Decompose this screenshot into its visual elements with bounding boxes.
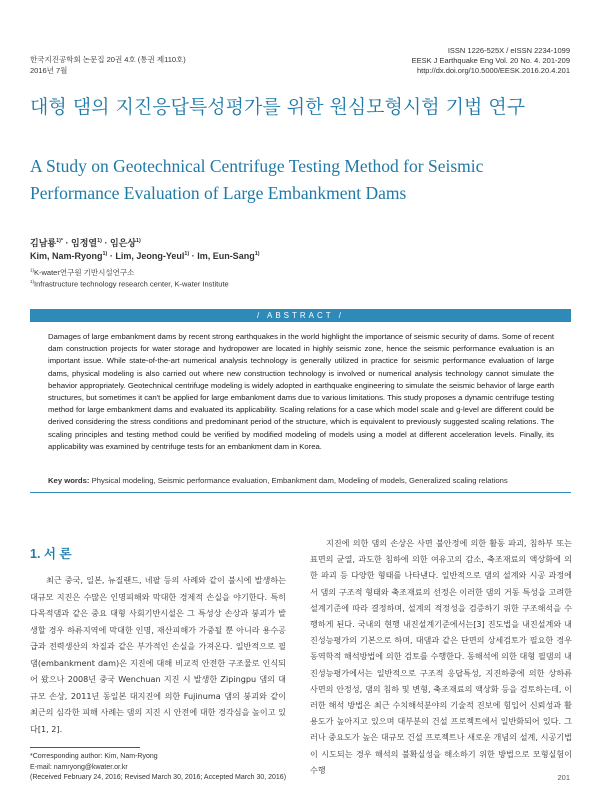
author-separator: · bbox=[104, 238, 108, 248]
author-3-en-sup: 1) bbox=[254, 251, 260, 257]
affiliation-ko-text: K-water연구원 기반시설연구소 bbox=[34, 268, 135, 277]
email[interactable]: E-mail: namryong@kwater.or.kr bbox=[30, 763, 128, 771]
abstract-divider bbox=[30, 492, 571, 493]
right-column-paragraph: 지진에 의한 댐의 손상은 사면 불안정에 의한 활동 파괴, 침하부 또는 표면의 균열, 과도한 침하에 의한 여유고의 감소, 축조재료의 액상화에 의한 파괴 등 다양한 형태를 나타낸다. 일반적으로 댐의 설계와 시공 과정에서 댐의 구조적 형태와 축조재료의 선정은 이러한 댐의 거동 특성을 고려한 설계기준에 따라 결정하며, 설계의 적정성을 검증하기 위한 구조해석을 수행하게 된다. 국내의 현행 내진설계기준에서는[3] 진도법을 내진설계와 내진성능평가의 기본으로 하며, 대댐과 같은 단면의 상세검토가 필요한 경우 동역학적 해석방법에 의한 검토를 수행한다. 동해석에 의한 대형 필댐의 내진성능평가에서는 일반적으로 구조적 응답특성, 지진하중에 의한 상하류 사면의 안정성, 댐의 침하 및 변형, 축조재료의 액상화 등을 검토하는데, 이러한 해석 방법은 최근 수치해석분야의 기술적 진보에 힘입어 신뢰성과 활용도가 높아지고 있으며 대부분의 건설 프로젝트에서 일반화되어 있다. 그러나 중요도가 높은 대규모 건설 프로젝트나 새로운 개념의 설계, 시공기법이 시도되는 경우 해석의 불확실성을 해소하기 위한 방법으로 모형실험이 수행 bbox=[310, 538, 572, 775]
author-1-en-sup: 1) bbox=[102, 251, 108, 257]
affiliation-en-text: Infrastructure technology research center, K-water Institute bbox=[34, 279, 229, 289]
affiliation-korean bbox=[30, 267, 134, 278]
author-3-en: Im, Eun-Sang bbox=[197, 251, 255, 261]
journal-header-left bbox=[30, 54, 186, 76]
author-3-ko-sup: 1) bbox=[136, 238, 141, 244]
journal-name-en: EESK J Earthquake Eng Vol. 20 No. 4. 201-209 bbox=[411, 56, 570, 65]
affiliation-ko-sup: 1) bbox=[30, 267, 35, 273]
keywords-list: Physical modeling, Seismic performance evaluation, Embankment dam, Modeling of models, Generalized scaling relations bbox=[91, 476, 508, 485]
doi-link[interactable]: http://dx.doi.org/10.5000/EESK.2016.20.4.201 bbox=[416, 66, 570, 75]
author-3-ko: 임은상 bbox=[109, 238, 137, 248]
author-separator: · bbox=[191, 251, 195, 261]
abstract-heading-bar: / ABSTRACT / bbox=[30, 309, 571, 322]
footnote-divider bbox=[30, 747, 140, 748]
corresponding-author bbox=[30, 752, 286, 763]
author-2-ko-sup: 1) bbox=[97, 238, 102, 244]
keywords bbox=[48, 475, 554, 486]
title-english: A Study on Geotechnical Centrifuge Testing Method for Seismic Performance Evaluation of Large Embankment Dams bbox=[30, 156, 484, 203]
affiliation-english bbox=[30, 279, 229, 289]
footnote bbox=[30, 752, 286, 784]
author-1-ko-sup: 1)* bbox=[56, 238, 63, 244]
author-2-ko: 임정열 bbox=[71, 238, 98, 248]
journal-header-right bbox=[412, 46, 570, 76]
author-separator: · bbox=[65, 238, 69, 248]
authors-english bbox=[30, 251, 260, 261]
author-1-en: Kim, Nam-Ryong bbox=[30, 251, 103, 261]
authors-korean bbox=[30, 236, 141, 249]
section-1-paragraph: 최근 중국, 일본, 뉴질랜드, 네팔 등의 사례와 같이 불시에 발생하는 대규모 지진은 수많은 인명피해와 막대한 경제적 손실을 야기한다. 특히 다목적댐과 같은 중요 대형 사회기반시설은 그 특성상 손상과 붕괴가 발생할 경우 하류지역에 막대한 인명, 재산피해가 가중될 뿐 아니라 용수공급과 전력생산의 차질과 같은 부가적인 손실을 가져온다. 일반적으로 필댐(embankment dam)은 지진에 대해 비교적 안전한 구조물로 인식되어 왔으나 2008년 중국 Wenchuan 지진 시 발생한 Zipingpu 댐의 대규모 손상, 2011년 동일본 대지진에 의한 Fujinuma 댐의 붕괴와 같이 최근의 심각한 피해 사례는 댐의 지진 시 안전에 대한 경각심을 높이고 있다[1, 2]. bbox=[30, 575, 286, 734]
author-2-en: Lim, Jeong-Yeul bbox=[115, 251, 185, 261]
author-1-ko: 김남룡 bbox=[30, 238, 57, 248]
title-korean: 대형 댐의 지진응답특성평가를 위한 원심모형시험 기법 연구 bbox=[30, 96, 526, 118]
issn: ISSN 1226-525X / eISSN 2234-1099 bbox=[447, 46, 570, 55]
section-1-title: 1. 서 론 bbox=[30, 547, 72, 561]
journal-name-ko: 한국지진공학회 논문집 20권 4호 (통권 제110호) bbox=[30, 55, 186, 64]
issue-date-ko: 2016년 7월 bbox=[30, 66, 68, 75]
received-dates: (Received February 24, 2016; Revised March 30, 2016; Accepted March 30, 2016) bbox=[30, 774, 287, 781]
page-number: 201 bbox=[557, 773, 570, 782]
corresponding-name: Kim, Nam-Ryong bbox=[104, 753, 158, 760]
abstract-text: Damages of large embankment dams by recent strong earthquakes in the world highlight the importance of seismic security of dams. Some of recent dam construction projects for water storage and hydropower are located in highly seismic zone, hence the seismic performance evaluation is an important issue. While state-of-the-art numerical analysis technology is generally utilized in practice for seismic performance evaluation of large dams, physical modeling is also carried out where new construction technology is involved or numerical analysis technology cannot simulate the behavior appropriately. Geotechnical centrifuge modeling is widely adopted in earthquake engineering to simulate the seismic behavior of large earth structures, but sometimes it can't be applied for large embankment dams due to various limitations. This study proposes a dynamic centrifuge testing method for large embankment dams and evaluated its applicability. Scaling relations for a case which model scale and g-level are different could be derived considering the stress conditions and predominant period of the structure, which is equivalent to previously suggested scaling relations. The scaling principles and testing method could be verified by modified modeling of models using a model at different acceleration levels. Finally, its applicability was examined by centrifuge tests for an embankment dam in Korea. bbox=[48, 332, 554, 451]
affiliation-en-sup: 1) bbox=[30, 279, 35, 284]
author-2-en-sup: 1) bbox=[184, 251, 190, 257]
keywords-label: Key words: bbox=[48, 476, 90, 485]
corresponding-label: *Corresponding author: bbox=[30, 753, 103, 760]
author-separator: · bbox=[109, 251, 113, 261]
